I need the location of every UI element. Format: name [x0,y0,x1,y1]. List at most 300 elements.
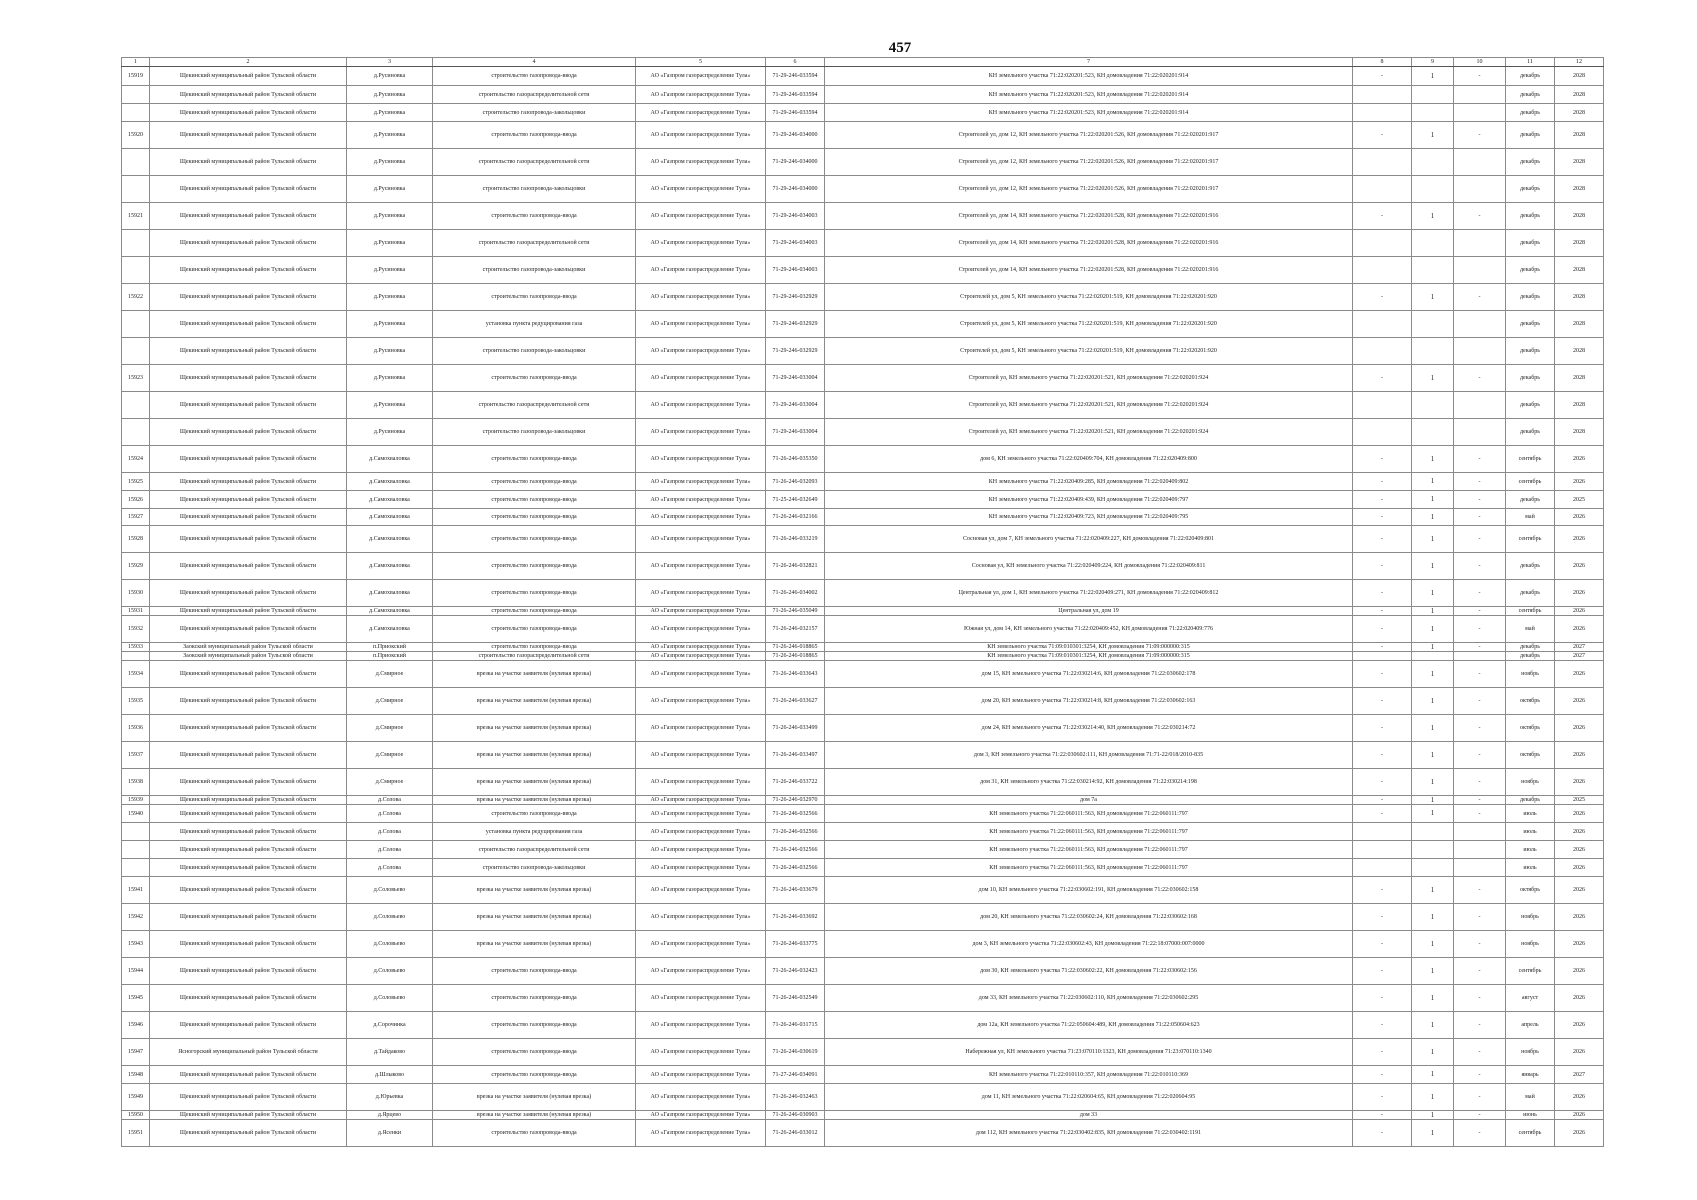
work-type-cell: строительство газопровода-закольцовки [433,338,636,365]
table-row [122,365,1604,392]
column-header: 10 [1454,58,1506,67]
col10-cell: - [1454,958,1506,985]
work-type-cell: строительство газопровода-ввода [433,491,636,509]
organization-cell: АО «Газпром газораспределение Тула» [636,311,766,338]
row-number-cell: 15951 [122,1120,150,1147]
col8-cell: - [1353,473,1412,491]
col10-cell [1454,104,1506,122]
organization-cell: АО «Газпром газораспределение Тула» [636,958,766,985]
col9-cell [1412,338,1454,365]
col8-cell: - [1353,1111,1412,1120]
col10-cell: - [1454,616,1506,643]
application-code-cell: 71-26-246-032970 [766,796,825,805]
column-header: 1 [122,58,150,67]
row-number-cell: 15942 [122,904,150,931]
row-number-cell [122,104,150,122]
work-type-cell: врезка на участке заявителя (нулевая врезка) [433,769,636,796]
col10-cell: - [1454,491,1506,509]
application-code-cell: 71-29-246-032929 [766,311,825,338]
address-cell: дом 33, КН земельного участка 71:22:030602:110, КН домовладения 71:22:030602:295 [825,985,1353,1012]
row-number-cell: 15936 [122,715,150,742]
month-cell: октябрь [1506,715,1555,742]
address-cell: КН земельного участка 71:22:020409:439, КН домовладения 71:22:020409:797 [825,491,1353,509]
address-cell: КН земельного участка 71:22:060111:563, КН домовладения 71:22:060111:797 [825,859,1353,877]
year-cell: 2028 [1555,176,1604,203]
work-type-cell: врезка на участке заявителя (нулевая врезка) [433,1084,636,1111]
month-cell: декабрь [1506,311,1555,338]
locality-cell: д.Соловьево [347,931,433,958]
work-type-cell: строительство газораспределительной сети [433,652,636,661]
work-type-cell: строительство газопровода-ввода [433,643,636,652]
col8-cell: - [1353,553,1412,580]
month-cell: ноябрь [1506,931,1555,958]
table-row [122,580,1604,607]
address-cell: Строителей ул, дом 12, КН земельного участка 71:22:020201:526, КН домовладения 71:22:020201:917 [825,176,1353,203]
table-row [122,877,1604,904]
col8-cell: - [1353,1039,1412,1066]
address-cell: дом 10, КН земельного участка 71:22:030602:191, КН домовладения 71:22:030602:158 [825,877,1353,904]
address-cell: дом 3, КН земельного участка 71:22:030602:111, КН домовладения 71:71-22/018/2010-835 [825,742,1353,769]
table-row [122,1111,1604,1120]
organization-cell: АО «Газпром газораспределение Тула» [636,1084,766,1111]
column-header: 11 [1506,58,1555,67]
col10-cell [1454,392,1506,419]
col8-cell: - [1353,931,1412,958]
col9-cell: 1 [1412,877,1454,904]
column-header: 12 [1555,58,1604,67]
year-cell: 2028 [1555,67,1604,86]
table-row [122,841,1604,859]
locality-cell: д.Смирное [347,769,433,796]
work-type-cell: установка пункта редуцирования газа [433,311,636,338]
municipality-cell: Щекинский муниципальный район Тульской области [150,1111,347,1120]
address-cell: Строителей ул, дом 14, КН земельного участка 71:22:020201:528, КН домовладения 71:22:020201:916 [825,230,1353,257]
work-type-cell: строительство газопровода-ввода [433,553,636,580]
month-cell: октябрь [1506,742,1555,769]
address-cell: КН земельного участка 71:22:060111:563, КН домовладения 71:22:060111:797 [825,841,1353,859]
locality-cell: д.Соловьево [347,877,433,904]
work-type-cell: строительство газопровода-ввода [433,580,636,607]
month-cell: декабрь [1506,176,1555,203]
organization-cell: АО «Газпром газораспределение Тула» [636,1120,766,1147]
col10-cell: - [1454,769,1506,796]
municipality-cell: Щекинский муниципальный район Тульской области [150,203,347,230]
municipality-cell: Щекинский муниципальный район Тульской области [150,661,347,688]
col9-cell: 1 [1412,742,1454,769]
col8-cell: - [1353,1084,1412,1111]
work-type-cell: врезка на участке заявителя (нулевая врезка) [433,661,636,688]
work-type-cell: врезка на участке заявителя (нулевая врезка) [433,688,636,715]
municipality-cell: Щекинский муниципальный район Тульской области [150,877,347,904]
month-cell: декабрь [1506,338,1555,365]
table-row [122,203,1604,230]
month-cell: январь [1506,1066,1555,1084]
locality-cell: д.Соловьево [347,985,433,1012]
locality-cell: д.Солова [347,841,433,859]
application-code-cell: 71-26-246-033497 [766,742,825,769]
col9-cell: 1 [1412,688,1454,715]
municipality-cell: Щекинский муниципальный район Тульской области [150,104,347,122]
col8-cell: - [1353,688,1412,715]
col8-cell: - [1353,203,1412,230]
col8-cell [1353,86,1412,104]
address-cell: Набережная ул, КН земельного участка 71:23:070110:1323, КН домовладения 71:23:070110:1340 [825,1039,1353,1066]
locality-cell: п.Приокский [347,652,433,661]
data-table [121,57,1604,1147]
table-row [122,607,1604,616]
col8-cell [1353,104,1412,122]
table-row [122,616,1604,643]
col8-cell [1353,230,1412,257]
col8-cell: - [1353,1012,1412,1039]
row-number-cell: 15939 [122,796,150,805]
year-cell: 2026 [1555,859,1604,877]
col9-cell: 1 [1412,607,1454,616]
work-type-cell: строительство газораспределительной сети [433,392,636,419]
locality-cell: д.Ясенки [347,1120,433,1147]
application-code-cell: 71-26-246-018865 [766,643,825,652]
locality-cell: д.Русиновка [347,284,433,311]
month-cell: июль [1506,841,1555,859]
municipality-cell: Щекинский муниципальный район Тульской области [150,284,347,311]
year-cell: 2025 [1555,796,1604,805]
address-cell: КН земельного участка 71:22:060111:563, КН домовладения 71:22:060111:797 [825,823,1353,841]
work-type-cell: строительство газопровода-ввода [433,122,636,149]
row-number-cell [122,338,150,365]
row-number-cell [122,230,150,257]
address-cell: дом 33 [825,1111,1353,1120]
table-row [122,823,1604,841]
row-number-cell [122,859,150,877]
application-code-cell: 71-26-246-033722 [766,769,825,796]
month-cell: декабрь [1506,365,1555,392]
application-code-cell: 71-26-246-033219 [766,526,825,553]
address-cell: Строителей ул, дом 5, КН земельного участка 71:22:020201:519, КН домовладения 71:22:020201:920 [825,284,1353,311]
month-cell: май [1506,1084,1555,1111]
column-header: 8 [1353,58,1412,67]
address-cell: дом 24, КН земельного участка 71:22:030214:40, КН домовладения 71:22:030214:72 [825,715,1353,742]
municipality-cell: Щекинский муниципальный район Тульской области [150,688,347,715]
year-cell: 2028 [1555,392,1604,419]
col10-cell: - [1454,904,1506,931]
col9-cell: 1 [1412,715,1454,742]
row-number-cell: 15931 [122,607,150,616]
municipality-cell: Щекинский муниципальный район Тульской области [150,419,347,446]
application-code-cell: 71-29-246-034000 [766,122,825,149]
municipality-cell: Щекинский муниципальный район Тульской области [150,985,347,1012]
work-type-cell: врезка на участке заявителя (нулевая врезка) [433,931,636,958]
locality-cell: д.Самохваловка [347,616,433,643]
locality-cell: д.Соловьево [347,904,433,931]
organization-cell: АО «Газпром газораспределение Тула» [636,1012,766,1039]
month-cell: декабрь [1506,284,1555,311]
municipality-cell: Щекинский муниципальный район Тульской области [150,526,347,553]
year-cell: 2026 [1555,553,1604,580]
year-cell: 2026 [1555,904,1604,931]
work-type-cell: строительство газопровода-закольцовки [433,419,636,446]
year-cell: 2026 [1555,509,1604,526]
column-header: 9 [1412,58,1454,67]
year-cell: 2026 [1555,841,1604,859]
work-type-cell: строительство газопровода-ввода [433,526,636,553]
col10-cell [1454,230,1506,257]
address-cell: КН земельного участка 71:22:010110:357, КН домовладения 71:22:010110:369 [825,1066,1353,1084]
table-row [122,149,1604,176]
col10-cell: - [1454,688,1506,715]
col10-cell: - [1454,203,1506,230]
address-cell: дом 12а, КН земельного участка 71:22:050604:489, КН домовладения 71:22:050604:623 [825,1012,1353,1039]
row-number-cell: 15940 [122,805,150,823]
year-cell: 2028 [1555,230,1604,257]
organization-cell: АО «Газпром газораспределение Тула» [636,67,766,86]
col8-cell: - [1353,742,1412,769]
table-row [122,509,1604,526]
locality-cell: д.Юрьевка [347,1084,433,1111]
municipality-cell: Щекинский муниципальный район Тульской области [150,86,347,104]
locality-cell: д.Тайдаково [347,1039,433,1066]
address-cell: Строителей ул, дом 12, КН земельного участка 71:22:020201:526, КН домовладения 71:22:020201:917 [825,122,1353,149]
locality-cell: д.Самохваловка [347,607,433,616]
organization-cell: АО «Газпром газораспределение Тула» [636,796,766,805]
col8-cell [1353,859,1412,877]
organization-cell: АО «Газпром газораспределение Тула» [636,643,766,652]
row-number-cell: 15926 [122,491,150,509]
application-code-cell: 71-26-246-033012 [766,1120,825,1147]
row-number-cell [122,419,150,446]
municipality-cell: Щекинский муниципальный район Тульской области [150,805,347,823]
application-code-cell: 71-29-246-034000 [766,149,825,176]
year-cell: 2026 [1555,446,1604,473]
locality-cell: д.Ярцево [347,1111,433,1120]
municipality-cell: Ясногорский муниципальный район Тульской области [150,1039,347,1066]
col8-cell: - [1353,284,1412,311]
row-number-cell: 15945 [122,985,150,1012]
col8-cell: - [1353,607,1412,616]
col9-cell [1412,311,1454,338]
column-header: 5 [636,58,766,67]
organization-cell: АО «Газпром газораспределение Тула» [636,877,766,904]
application-code-cell: 71-29-246-034003 [766,230,825,257]
locality-cell: д.Смирное [347,715,433,742]
row-number-cell: 15947 [122,1039,150,1066]
row-number-cell: 15946 [122,1012,150,1039]
organization-cell: АО «Газпром газораспределение Тула» [636,607,766,616]
address-cell: Строителей ул, КН земельного участка 71:22:020201:521, КН домовладения 71:22:020201:924 [825,365,1353,392]
table-row [122,473,1604,491]
col9-cell: 1 [1412,1120,1454,1147]
organization-cell: АО «Газпром газораспределение Тула» [636,392,766,419]
organization-cell: АО «Газпром газораспределение Тула» [636,491,766,509]
address-cell: Строителей ул, дом 14, КН земельного участка 71:22:020201:528, КН домовладения 71:22:020201:916 [825,257,1353,284]
address-cell: КН земельного участка 71:09:010301:3254, КН домовладения 71:09:000000:315 [825,652,1353,661]
col9-cell: 1 [1412,203,1454,230]
work-type-cell: строительство газораспределительной сети [433,841,636,859]
application-code-cell: 71-26-246-033499 [766,715,825,742]
year-cell: 2026 [1555,958,1604,985]
locality-cell: д.Русиновка [347,67,433,86]
table-row [122,67,1604,86]
municipality-cell: Щекинский муниципальный район Тульской области [150,859,347,877]
col9-cell [1412,419,1454,446]
application-code-cell: 71-26-246-031715 [766,1012,825,1039]
col8-cell: - [1353,796,1412,805]
organization-cell: АО «Газпром газораспределение Тула» [636,149,766,176]
col9-cell: 1 [1412,904,1454,931]
column-header: 6 [766,58,825,67]
month-cell: декабрь [1506,230,1555,257]
row-number-cell: 15920 [122,122,150,149]
col10-cell [1454,149,1506,176]
application-code-cell: 71-29-246-032929 [766,338,825,365]
organization-cell: АО «Газпром газораспределение Тула» [636,104,766,122]
work-type-cell: строительство газораспределительной сети [433,230,636,257]
organization-cell: АО «Газпром газораспределение Тула» [636,859,766,877]
col9-cell [1412,149,1454,176]
col8-cell: - [1353,67,1412,86]
address-cell: дом 7а [825,796,1353,805]
month-cell: декабрь [1506,122,1555,149]
col9-cell: 1 [1412,1012,1454,1039]
locality-cell: д.Самохваловка [347,509,433,526]
month-cell: сентябрь [1506,958,1555,985]
row-number-cell: 15937 [122,742,150,769]
year-cell: 2026 [1555,616,1604,643]
column-header: 7 [825,58,1353,67]
locality-cell: д.Русиновка [347,419,433,446]
address-cell: КН земельного участка 71:22:020201:523, КН домовладения 71:22:020201:914 [825,86,1353,104]
col9-cell: 1 [1412,446,1454,473]
year-cell: 2026 [1555,1111,1604,1120]
locality-cell: д.Самохваловка [347,553,433,580]
table-row [122,796,1604,805]
organization-cell: АО «Газпром газораспределение Тула» [636,526,766,553]
work-type-cell: строительство газопровода-закольцовки [433,176,636,203]
table-row [122,311,1604,338]
col8-cell [1353,176,1412,203]
municipality-cell: Щекинский муниципальный район Тульской области [150,823,347,841]
col9-cell: 1 [1412,365,1454,392]
col9-cell [1412,859,1454,877]
application-code-cell: 71-26-246-032821 [766,553,825,580]
application-code-cell: 71-26-246-032566 [766,805,825,823]
address-cell: Сосновая ул, дом 7, КН земельного участка 71:22:020409:227, КН домовладения 71:22:020409:801 [825,526,1353,553]
organization-cell: АО «Газпром газораспределение Тула» [636,473,766,491]
year-cell: 2026 [1555,715,1604,742]
month-cell: июль [1506,805,1555,823]
organization-cell: АО «Газпром газораспределение Тула» [636,661,766,688]
year-cell: 2028 [1555,203,1604,230]
year-cell: 2026 [1555,1084,1604,1111]
organization-cell: АО «Газпром газораспределение Тула» [636,616,766,643]
work-type-cell: строительство газопровода-ввода [433,67,636,86]
col8-cell: - [1353,715,1412,742]
row-number-cell: 15935 [122,688,150,715]
municipality-cell: Щекинский муниципальный район Тульской области [150,958,347,985]
locality-cell: д.Смирное [347,661,433,688]
col8-cell [1353,652,1412,661]
work-type-cell: строительство газопровода-ввода [433,805,636,823]
month-cell: апрель [1506,1012,1555,1039]
work-type-cell: строительство газопровода-ввода [433,509,636,526]
municipality-cell: Щекинский муниципальный район Тульской области [150,1012,347,1039]
locality-cell: д.Русиновка [347,122,433,149]
table-row [122,86,1604,104]
col10-cell: - [1454,643,1506,652]
municipality-cell: Щекинский муниципальный район Тульской области [150,1120,347,1147]
locality-cell: д.Русиновка [347,86,433,104]
col9-cell: 1 [1412,509,1454,526]
table-row [122,104,1604,122]
year-cell: 2028 [1555,365,1604,392]
work-type-cell: строительство газопровода-ввода [433,1012,636,1039]
application-code-cell: 71-29-246-033594 [766,86,825,104]
col9-cell: 1 [1412,67,1454,86]
municipality-cell: Щекинский муниципальный район Тульской области [150,509,347,526]
col10-cell: - [1454,446,1506,473]
work-type-cell: строительство газопровода-закольцовки [433,859,636,877]
year-cell: 2026 [1555,1120,1604,1147]
month-cell: август [1506,985,1555,1012]
year-cell: 2028 [1555,419,1604,446]
col10-cell [1454,338,1506,365]
col8-cell: - [1353,643,1412,652]
table-row [122,553,1604,580]
col10-cell: - [1454,877,1506,904]
locality-cell: д.Сорочинка [347,1012,433,1039]
application-code-cell: 71-26-246-032093 [766,473,825,491]
work-type-cell: врезка на участке заявителя (нулевая врезка) [433,1111,636,1120]
col10-cell: - [1454,607,1506,616]
month-cell: сентябрь [1506,607,1555,616]
address-cell: Строителей ул, КН земельного участка 71:22:020201:521, КН домовладения 71:22:020201:924 [825,419,1353,446]
row-number-cell [122,149,150,176]
column-header: 3 [347,58,433,67]
work-type-cell: строительство газопровода-ввода [433,473,636,491]
address-cell: дом 6, КН земельного участка 71:22:020409:704, КН домовладения 71:22:020409:800 [825,446,1353,473]
col8-cell: - [1353,877,1412,904]
col9-cell: 1 [1412,284,1454,311]
application-code-cell: 71-29-246-032929 [766,284,825,311]
locality-cell: д.Самохваловка [347,473,433,491]
application-code-cell: 71-26-246-033775 [766,931,825,958]
year-cell: 2026 [1555,985,1604,1012]
col10-cell [1454,841,1506,859]
address-cell: дом 20, КН земельного участка 71:22:030602:24, КН домовладения 71:22:030602:168 [825,904,1353,931]
address-cell: дом 15, КН земельного участка 71:22:030214:6, КН домовладения 71:22:030602:178 [825,661,1353,688]
month-cell: декабрь [1506,419,1555,446]
col9-cell: 1 [1412,553,1454,580]
address-cell: КН земельного участка 71:22:060111:563, КН домовладения 71:22:060111:797 [825,805,1353,823]
organization-cell: АО «Газпром газораспределение Тула» [636,257,766,284]
col9-cell [1412,392,1454,419]
month-cell: ноябрь [1506,769,1555,796]
application-code-cell: 71-26-246-033679 [766,877,825,904]
col9-cell: 1 [1412,1066,1454,1084]
year-cell: 2026 [1555,688,1604,715]
col10-cell: - [1454,67,1506,86]
application-code-cell: 71-27-246-034091 [766,1066,825,1084]
locality-cell: д.Шлыково [347,1066,433,1084]
application-code-cell: 71-29-246-034003 [766,203,825,230]
row-number-cell: 15929 [122,553,150,580]
col9-cell [1412,176,1454,203]
municipality-cell: Щекинский муниципальный район Тульской области [150,715,347,742]
year-cell: 2027 [1555,652,1604,661]
year-cell: 2028 [1555,149,1604,176]
locality-cell: д.Соловьево [347,958,433,985]
col10-cell [1454,257,1506,284]
year-cell: 2028 [1555,122,1604,149]
